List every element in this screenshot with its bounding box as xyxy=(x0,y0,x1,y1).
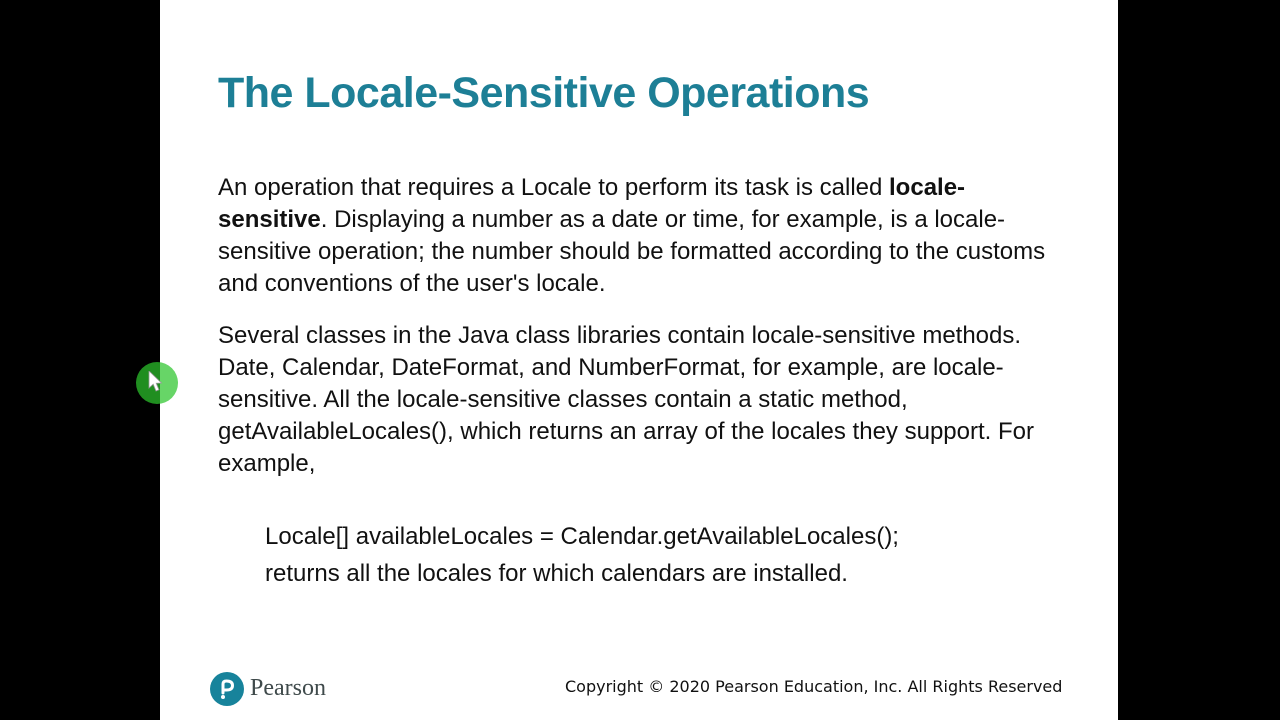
pearson-logo-icon xyxy=(210,672,244,706)
code-example-line2: returns all the locales for which calendars are installed. xyxy=(265,560,848,587)
para1-bold-term: locale-sensitive xyxy=(218,174,966,233)
paragraph-java-classes: Several classes in the Java class libraries contain locale-sensitive methods. Date, Calendar, DateFormat, and NumberFormat, for example, are locale-sensitive. All the locale-sensitive classes contain a static method, getAvailableLocales(), which returns an array of the locales they support. For example, xyxy=(218,322,1034,477)
paragraph-locale-sensitive-definition xyxy=(218,172,1060,300)
cursor-highlight-circle xyxy=(136,362,178,404)
presentation-slide xyxy=(160,0,1118,720)
code-example-block xyxy=(265,518,1065,592)
mouse-pointer-icon xyxy=(148,371,164,393)
para1-text-before: An operation that requires a Locale to perform its task is called xyxy=(218,174,890,201)
slide-footer xyxy=(160,668,1118,712)
code-example-line1: Locale[] availableLocales = Calendar.getAvailableLocales(); xyxy=(265,523,899,550)
pearson-brand-text: Pearson xyxy=(250,675,326,701)
copyright-text: Copyright © 2020 Pearson Education, Inc. All Rights Reserved xyxy=(565,677,1063,696)
para1-text-after: . Displaying a number as a date or time, for example, is a locale-sensitive operation; the number should be formatted according to the customs and conventions of the user's locale. xyxy=(218,206,1046,297)
slide-title: The Locale-Sensitive Operations xyxy=(218,69,870,117)
